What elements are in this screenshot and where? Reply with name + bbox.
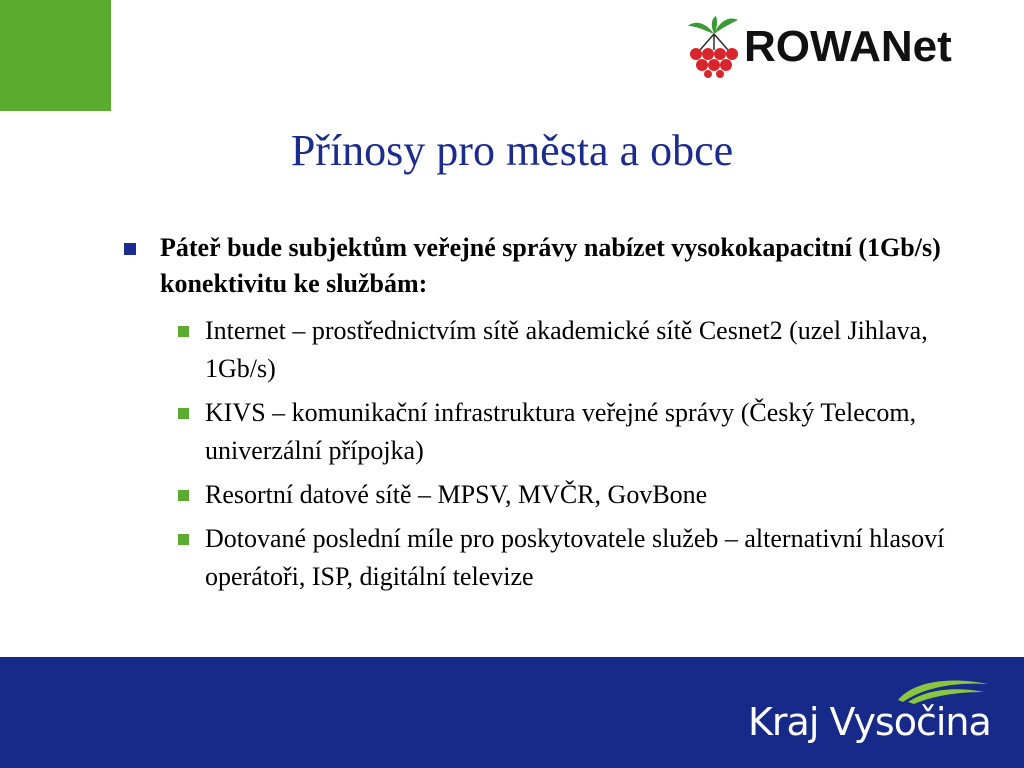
- slide-content: [122, 230, 1002, 602]
- green-square-fill: [0, 0, 111, 111]
- rowan-berries-icon: [684, 16, 744, 78]
- sub-bullet-text: Dotované poslední míle pro poskytovatele služeb – alternativní hlasoví operátoři, ISP, digitální televize: [205, 524, 945, 591]
- sub-bullet-item: [122, 394, 1002, 470]
- kraj-vysocina-logo: [748, 674, 998, 754]
- rowanet-logo-text: ROWANet: [744, 22, 952, 71]
- sub-bullet-item: [122, 476, 1002, 514]
- slide-title: Přínosy pro města a obce: [290, 126, 734, 175]
- square-bullet-icon: [178, 534, 189, 545]
- main-bullet-item: [122, 230, 1002, 302]
- square-bullet-icon: [178, 408, 189, 419]
- kraj-vysocina-logo-text: Kraj Vysočina: [748, 700, 991, 744]
- sub-bullet-text: Internet – prostřednictvím sítě akademické sítě Cesnet2 (uzel Jihlava, 1Gb/s): [205, 316, 928, 383]
- green-corner-square: [0, 0, 111, 111]
- sub-bullet-list: [122, 312, 1002, 596]
- sub-bullet-text: Resortní datové sítě – MPSV, MVČR, GovBone: [205, 480, 708, 509]
- main-bullet-text: Páteř bude subjektům veřejné správy nabízet vysokokapacitní (1Gb/s) konektivitu ke službám:: [160, 233, 941, 298]
- sub-bullet-text: KIVS – komunikační infrastruktura veřejné správy (Český Telecom, univerzální přípojka): [205, 398, 917, 465]
- square-bullet-icon: [178, 326, 189, 337]
- square-bullet-icon: [178, 490, 189, 501]
- sub-bullet-item: [122, 520, 1002, 596]
- sub-bullet-item: [122, 312, 1002, 388]
- square-bullet-icon: [124, 243, 136, 255]
- rowanet-logo: [684, 16, 1006, 78]
